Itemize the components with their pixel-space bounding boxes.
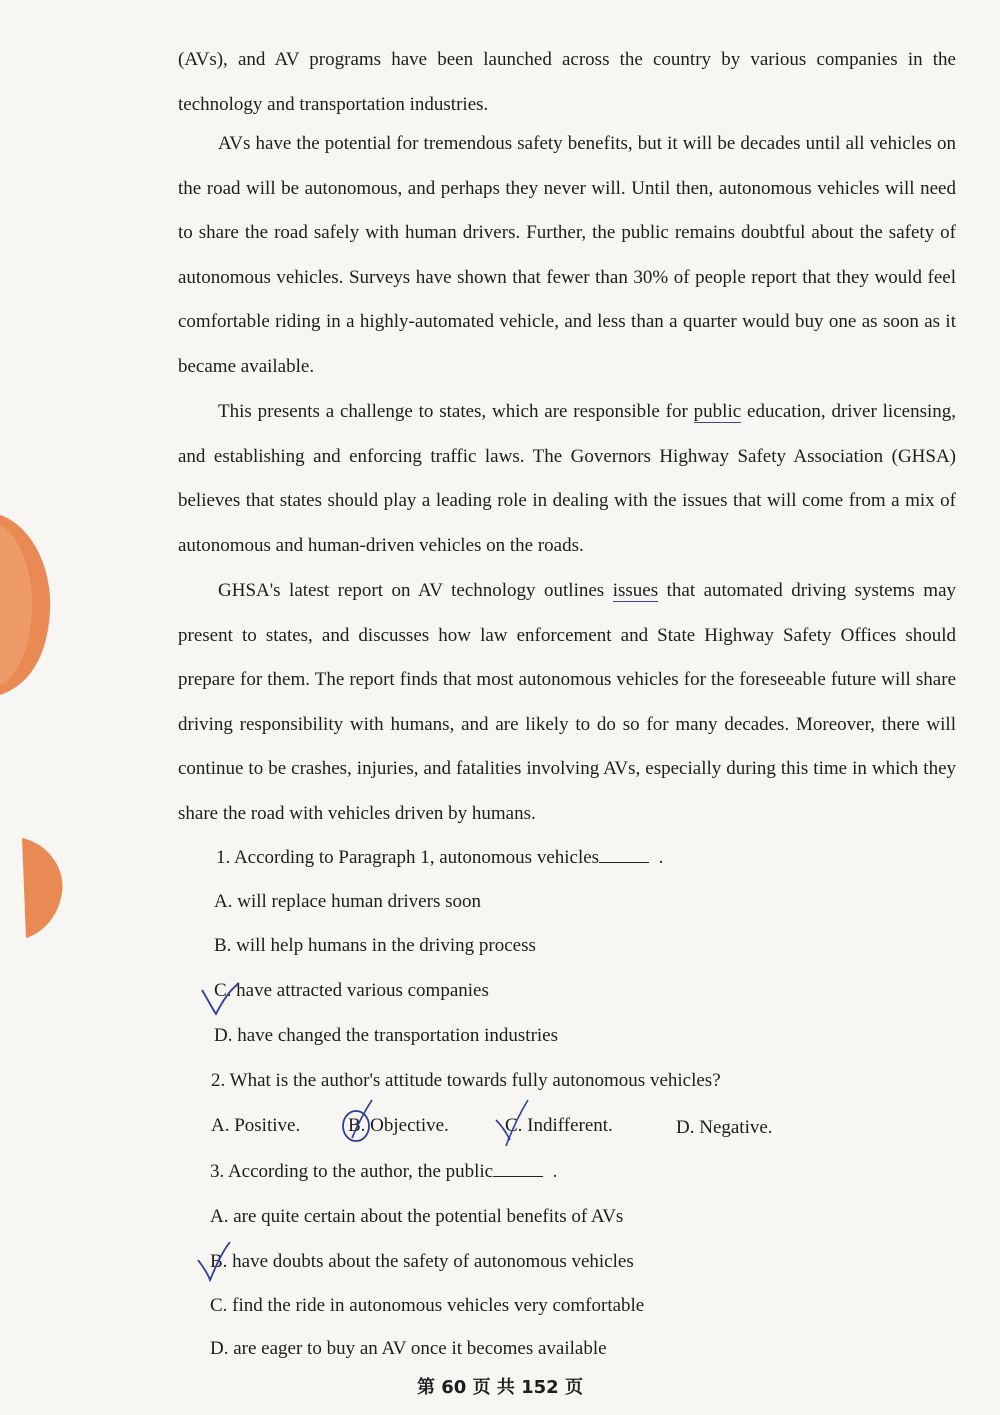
q3-stem: [210, 1160, 557, 1184]
passage-text-1: AVs have the potential for tremendous safety benefits, but it will be decades until all vehicles on the road will be autonomous, and perhaps they never will. Until then, autonomous vehicles will need to share the road safely with human drivers. Further, the public remains doubtful about the safety of autonomous vehicles. Surveys have shown that fewer than 30% of people report that they would feel comfortable riding in a highly-automated vehicle, and less than a quarter would buy one as soon as it became available.: [178, 133, 956, 377]
q3-option-c: C. find the ride in autonomous vehicles very comfortable: [210, 1295, 645, 1316]
passage-text-3a: GHSA's latest report on AV technology outlines: [218, 580, 613, 601]
q1-option-b: B. will help humans in the driving process: [214, 935, 536, 956]
q1-option-a: A. will replace human drivers soon: [214, 891, 481, 912]
underlined-public: public: [693, 401, 742, 422]
passage-text-2a: This presents a challenge to states, which are responsible for: [218, 401, 694, 422]
q2-option-c: C. Indifferent.: [505, 1115, 613, 1136]
finger-top: [0, 515, 60, 695]
q1-stem-end: .: [658, 847, 664, 868]
passage-paragraph-3: [178, 569, 956, 837]
q1-option-d: D. have changed the transportation industries: [214, 1025, 559, 1046]
q2-option-a: A. Positive.: [211, 1115, 301, 1136]
passage-text-3b: that automated driving systems may present to states, and discusses how law enforcement and State Highway Safety Offices should prepare for them. The report finds that most autonomous vehicles for the foreseeable future will share driving responsibility with humans, and are likely to do so for many decades. Moreover, there will continue to be crashes, injuries, and fatalities involving AVs, especially during this time in which they share the road with vehicles driven by humans.: [178, 580, 956, 824]
underlined-issues: issues: [612, 580, 659, 601]
q1-blank: [599, 846, 649, 863]
q2-option-d: D. Negative.: [676, 1117, 773, 1138]
q1-option-c: C. have attracted various companies: [214, 980, 489, 1001]
passage-paragraph-0: [178, 38, 956, 127]
q3-option-d: D. are eager to buy an AV once it becomes available: [210, 1338, 607, 1359]
q3-stem-text: 3. According to the author, the public: [210, 1161, 494, 1182]
q3-option-a: A. are quite certain about the potential benefits of AVs: [210, 1206, 624, 1227]
q3-stem-end: .: [552, 1161, 558, 1182]
q3-option-b: B. have doubts about the safety of autonomous vehicles: [210, 1251, 634, 1272]
passage-paragraph-2: [178, 390, 956, 568]
q2-stem: 2. What is the author's attitude towards fully autonomous vehicles?: [211, 1070, 721, 1091]
q1-stem-text: 1. According to Paragraph 1, autonomous vehicles: [216, 847, 600, 868]
page-number-footer: 第 60 页 共 152 页: [417, 1377, 583, 1398]
passage-text-2b: education, driver licensing, and establishing and enforcing traffic laws. The Governors Highway Safety Association (GHSA) believes that states should play a leading role in dealing with the issues that will come from a mix of autonomous and human-driven vehicles on the roads.: [178, 401, 956, 556]
q3-blank: [493, 1160, 543, 1177]
finger-bottom: [22, 838, 72, 938]
passage-text-0: (AVs), and AV programs have been launched across the country by various companies in the technology and transportation industries.: [178, 49, 956, 115]
q1-stem: [216, 846, 663, 870]
passage-paragraph-1: [178, 122, 956, 390]
q2-option-b: B. Objective.: [348, 1115, 449, 1136]
